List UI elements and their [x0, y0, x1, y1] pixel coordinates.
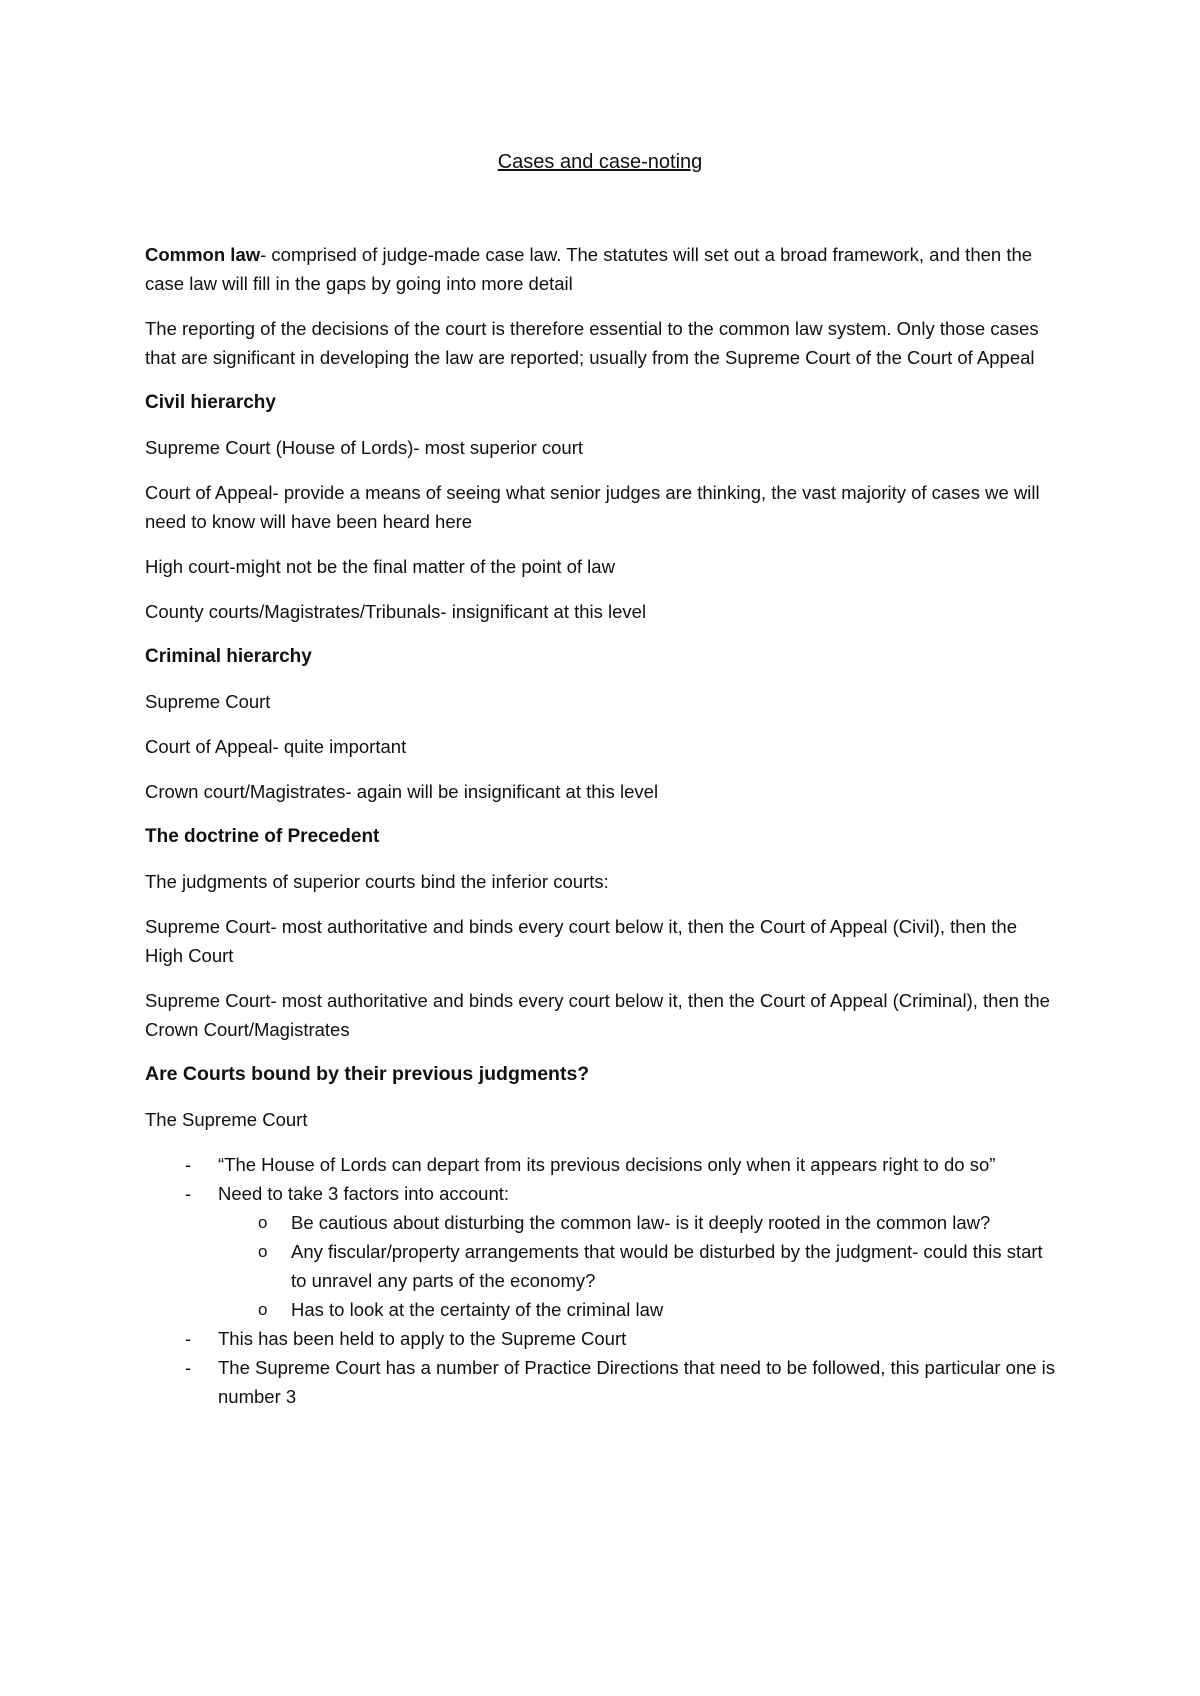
- criminal-item: Crown court/Magistrates- again will be insignificant at this level: [145, 781, 659, 802]
- dash-marker: -: [185, 1154, 192, 1175]
- circle-marker: o: [258, 1213, 268, 1232]
- civil-item: County courts/Magistrates/Tribunals- insignificant at this level: [145, 601, 647, 622]
- dash-marker: -: [185, 1328, 192, 1349]
- civil-item: High court-might not be the final matter of the point of law: [145, 556, 615, 577]
- list-item-text: This has been held to apply to the Supreme Court: [218, 1328, 627, 1349]
- bullet-list: [145, 1150, 1060, 1411]
- bound-heading: Are Courts bound by their previous judgments?: [145, 1063, 590, 1085]
- criminal-item: Court of Appeal- quite important: [145, 736, 407, 757]
- factor-item: [218, 1295, 1060, 1324]
- civil-hierarchy-heading: Civil hierarchy: [145, 392, 276, 413]
- circle-marker: o: [258, 1242, 268, 1261]
- common-law-paragraph: [145, 240, 1060, 298]
- factor-item: [218, 1208, 1060, 1237]
- reporting-paragraph: The reporting of the decisions of the court is therefore essential to the common law system. Only those cases that are significant in developing the law are reported; usually from the Supreme Court of the Court of Appeal: [145, 318, 1039, 368]
- criminal-hierarchy-heading: Criminal hierarchy: [145, 646, 312, 667]
- factor-item-text: Has to look at the certainty of the criminal law: [291, 1299, 664, 1320]
- civil-item: Supreme Court (House of Lords)- most superior court: [145, 437, 584, 458]
- precedent-item: Supreme Court- most authoritative and binds every court below it, then the Court of Appeal (Criminal), then the Crown Court/Magistrates: [145, 990, 1050, 1040]
- common-law-text: - comprised of judge-made case law. The statutes will set out a broad framework, and then the case law will fill in the gaps by going into more detail: [145, 244, 1033, 294]
- document-title: Cases and case-noting: [497, 151, 703, 173]
- precedent-heading: The doctrine of Precedent: [145, 826, 380, 847]
- list-item-text: “The House of Lords can depart from its previous decisions only when it appears right to do so”: [218, 1154, 996, 1175]
- list-item: [145, 1324, 1060, 1353]
- precedent-item: Supreme Court- most authoritative and binds every court below it, then the Court of Appeal (Civil), then the High Court: [145, 916, 1018, 966]
- precedent-item: The judgments of superior courts bind the inferior courts:: [145, 871, 609, 892]
- list-item: [145, 1150, 1060, 1179]
- list-item-text: The Supreme Court has a number of Practice Directions that need to be followed, this particular one is number 3: [218, 1357, 1056, 1407]
- criminal-item: Supreme Court: [145, 691, 271, 712]
- list-item-text: Need to take 3 factors into account:: [218, 1183, 510, 1204]
- circle-marker: o: [258, 1300, 268, 1319]
- dash-marker: -: [185, 1183, 192, 1204]
- factors-list: [218, 1208, 1060, 1324]
- civil-item: Court of Appeal- provide a means of seeing what senior judges are thinking, the vast majority of cases we will need to know will have been heard here: [145, 482, 1040, 532]
- dash-marker: -: [185, 1357, 192, 1378]
- document-body: [145, 240, 1060, 1411]
- supreme-court-subheading: The Supreme Court: [145, 1109, 308, 1130]
- factor-item-text: Any fiscular/property arrangements that would be disturbed by the judgment- could this start to unravel any parts of the economy?: [291, 1241, 1043, 1291]
- factor-item: [218, 1237, 1060, 1295]
- list-item: [145, 1179, 1060, 1324]
- factor-item-text: Be cautious about disturbing the common law- is it deeply rooted in the common law?: [291, 1212, 991, 1233]
- common-law-label: Common law: [145, 244, 261, 265]
- list-item: [145, 1353, 1060, 1411]
